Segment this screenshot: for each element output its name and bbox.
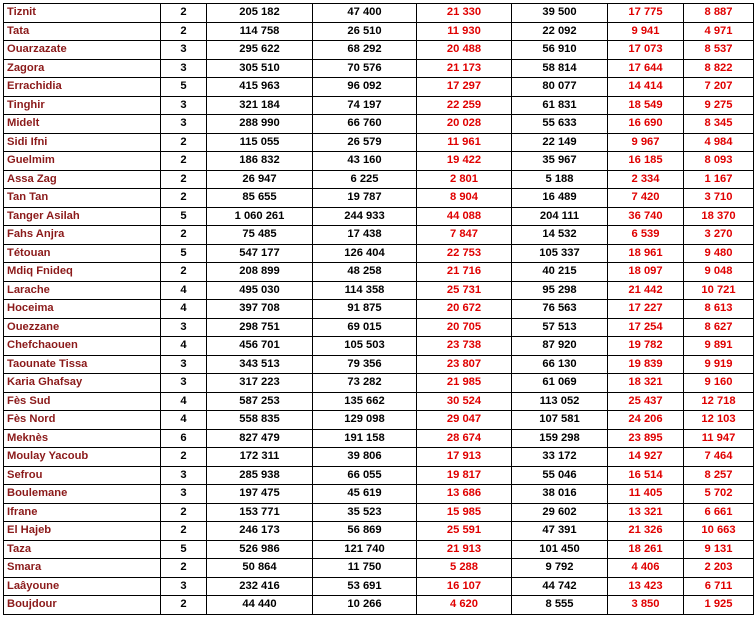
cell-threshold-c: 4 971 bbox=[684, 22, 754, 41]
cell-province-name: Meknès bbox=[4, 429, 161, 448]
cell-expressed: 8 555 bbox=[512, 596, 608, 615]
cell-threshold-c: 8 613 bbox=[684, 300, 754, 319]
cell-expressed: 29 602 bbox=[512, 503, 608, 522]
cell-threshold-c: 9 160 bbox=[684, 374, 754, 393]
cell-threshold-a: 25 591 bbox=[417, 522, 512, 541]
table-row bbox=[4, 152, 754, 171]
cell-threshold-a: 7 847 bbox=[417, 226, 512, 245]
cell-seats: 3 bbox=[161, 96, 207, 115]
cell-seats: 2 bbox=[161, 189, 207, 208]
cell-threshold-c: 4 984 bbox=[684, 133, 754, 152]
cell-population: 587 253 bbox=[207, 392, 313, 411]
cell-expressed: 55 046 bbox=[512, 466, 608, 485]
cell-voters: 114 358 bbox=[313, 281, 417, 300]
cell-seats: 5 bbox=[161, 207, 207, 226]
cell-threshold-a: 20 672 bbox=[417, 300, 512, 319]
cell-threshold-c: 9 275 bbox=[684, 96, 754, 115]
cell-threshold-c: 7 464 bbox=[684, 448, 754, 467]
cell-province-name: Fès Nord bbox=[4, 411, 161, 430]
cell-population: 205 182 bbox=[207, 4, 313, 23]
cell-threshold-b: 17 644 bbox=[608, 59, 684, 78]
cell-expressed: 47 391 bbox=[512, 522, 608, 541]
cell-population: 44 440 bbox=[207, 596, 313, 615]
cell-seats: 4 bbox=[161, 337, 207, 356]
table-row bbox=[4, 411, 754, 430]
cell-threshold-a: 19 422 bbox=[417, 152, 512, 171]
cell-province-name: Hoceima bbox=[4, 300, 161, 319]
cell-seats: 5 bbox=[161, 244, 207, 263]
cell-threshold-a: 20 705 bbox=[417, 318, 512, 337]
table-row bbox=[4, 281, 754, 300]
data-table bbox=[3, 3, 754, 615]
table-row bbox=[4, 207, 754, 226]
cell-province-name: Chefchaouen bbox=[4, 337, 161, 356]
cell-expressed: 66 130 bbox=[512, 355, 608, 374]
cell-population: 288 990 bbox=[207, 115, 313, 134]
cell-seats: 3 bbox=[161, 466, 207, 485]
cell-threshold-b: 4 406 bbox=[608, 559, 684, 578]
cell-province-name: Taounate Tissa bbox=[4, 355, 161, 374]
cell-threshold-c: 12 103 bbox=[684, 411, 754, 430]
table-row bbox=[4, 522, 754, 541]
cell-threshold-b: 17 254 bbox=[608, 318, 684, 337]
cell-threshold-a: 4 620 bbox=[417, 596, 512, 615]
cell-threshold-b: 18 261 bbox=[608, 540, 684, 559]
cell-seats: 2 bbox=[161, 133, 207, 152]
cell-seats: 2 bbox=[161, 522, 207, 541]
cell-population: 1 060 261 bbox=[207, 207, 313, 226]
cell-threshold-b: 9 967 bbox=[608, 133, 684, 152]
cell-threshold-a: 17 913 bbox=[417, 448, 512, 467]
cell-province-name: Boulemane bbox=[4, 485, 161, 504]
cell-threshold-c: 7 207 bbox=[684, 78, 754, 97]
table-row bbox=[4, 300, 754, 319]
cell-threshold-a: 19 817 bbox=[417, 466, 512, 485]
cell-population: 26 947 bbox=[207, 170, 313, 189]
cell-expressed: 38 016 bbox=[512, 485, 608, 504]
cell-threshold-c: 1 167 bbox=[684, 170, 754, 189]
cell-voters: 66 760 bbox=[313, 115, 417, 134]
cell-threshold-b: 17 775 bbox=[608, 4, 684, 23]
table-row bbox=[4, 59, 754, 78]
cell-population: 305 510 bbox=[207, 59, 313, 78]
cell-voters: 6 225 bbox=[313, 170, 417, 189]
cell-threshold-b: 25 437 bbox=[608, 392, 684, 411]
table-row bbox=[4, 263, 754, 282]
cell-province-name: Zagora bbox=[4, 59, 161, 78]
table-row bbox=[4, 374, 754, 393]
cell-threshold-b: 16 514 bbox=[608, 466, 684, 485]
cell-seats: 6 bbox=[161, 429, 207, 448]
cell-voters: 96 092 bbox=[313, 78, 417, 97]
cell-threshold-b: 21 326 bbox=[608, 522, 684, 541]
cell-expressed: 39 500 bbox=[512, 4, 608, 23]
cell-threshold-b: 13 423 bbox=[608, 577, 684, 596]
cell-province-name: Tinghir bbox=[4, 96, 161, 115]
cell-seats: 2 bbox=[161, 503, 207, 522]
cell-threshold-a: 21 716 bbox=[417, 263, 512, 282]
cell-voters: 17 438 bbox=[313, 226, 417, 245]
cell-province-name: Errachidia bbox=[4, 78, 161, 97]
cell-province-name: Laâyoune bbox=[4, 577, 161, 596]
table-row bbox=[4, 559, 754, 578]
cell-population: 85 655 bbox=[207, 189, 313, 208]
cell-expressed: 40 215 bbox=[512, 263, 608, 282]
cell-expressed: 5 188 bbox=[512, 170, 608, 189]
table-row bbox=[4, 466, 754, 485]
cell-expressed: 44 742 bbox=[512, 577, 608, 596]
table-row bbox=[4, 337, 754, 356]
cell-threshold-a: 29 047 bbox=[417, 411, 512, 430]
table-row bbox=[4, 170, 754, 189]
table-row bbox=[4, 596, 754, 615]
cell-voters: 45 619 bbox=[313, 485, 417, 504]
cell-threshold-b: 18 549 bbox=[608, 96, 684, 115]
cell-threshold-b: 16 690 bbox=[608, 115, 684, 134]
cell-province-name: Fès Sud bbox=[4, 392, 161, 411]
cell-expressed: 14 532 bbox=[512, 226, 608, 245]
cell-expressed: 57 513 bbox=[512, 318, 608, 337]
cell-threshold-a: 22 753 bbox=[417, 244, 512, 263]
cell-threshold-b: 2 334 bbox=[608, 170, 684, 189]
cell-threshold-b: 24 206 bbox=[608, 411, 684, 430]
cell-province-name: Karia Ghafsay bbox=[4, 374, 161, 393]
cell-seats: 3 bbox=[161, 318, 207, 337]
cell-voters: 53 691 bbox=[313, 577, 417, 596]
cell-population: 343 513 bbox=[207, 355, 313, 374]
cell-expressed: 61 831 bbox=[512, 96, 608, 115]
cell-threshold-c: 2 203 bbox=[684, 559, 754, 578]
table-row bbox=[4, 78, 754, 97]
cell-threshold-a: 23 807 bbox=[417, 355, 512, 374]
cell-province-name: Guelmim bbox=[4, 152, 161, 171]
cell-threshold-b: 11 405 bbox=[608, 485, 684, 504]
cell-seats: 2 bbox=[161, 263, 207, 282]
table-row bbox=[4, 4, 754, 23]
cell-threshold-b: 18 321 bbox=[608, 374, 684, 393]
cell-population: 75 485 bbox=[207, 226, 313, 245]
cell-voters: 135 662 bbox=[313, 392, 417, 411]
cell-expressed: 16 489 bbox=[512, 189, 608, 208]
cell-threshold-c: 8 887 bbox=[684, 4, 754, 23]
cell-threshold-b: 6 539 bbox=[608, 226, 684, 245]
cell-population: 415 963 bbox=[207, 78, 313, 97]
cell-seats: 4 bbox=[161, 281, 207, 300]
table-row bbox=[4, 22, 754, 41]
cell-population: 526 986 bbox=[207, 540, 313, 559]
cell-province-name: Sefrou bbox=[4, 466, 161, 485]
cell-seats: 3 bbox=[161, 355, 207, 374]
cell-seats: 3 bbox=[161, 577, 207, 596]
table-row bbox=[4, 41, 754, 60]
cell-province-name: Ouarzazate bbox=[4, 41, 161, 60]
cell-population: 495 030 bbox=[207, 281, 313, 300]
cell-voters: 56 869 bbox=[313, 522, 417, 541]
cell-voters: 74 197 bbox=[313, 96, 417, 115]
cell-seats: 2 bbox=[161, 170, 207, 189]
cell-threshold-b: 3 850 bbox=[608, 596, 684, 615]
cell-voters: 26 510 bbox=[313, 22, 417, 41]
cell-threshold-b: 18 961 bbox=[608, 244, 684, 263]
table-row bbox=[4, 189, 754, 208]
cell-population: 197 475 bbox=[207, 485, 313, 504]
cell-voters: 91 875 bbox=[313, 300, 417, 319]
cell-threshold-b: 13 321 bbox=[608, 503, 684, 522]
table-row bbox=[4, 96, 754, 115]
cell-threshold-c: 9 131 bbox=[684, 540, 754, 559]
cell-threshold-a: 25 731 bbox=[417, 281, 512, 300]
cell-threshold-c: 18 370 bbox=[684, 207, 754, 226]
cell-voters: 129 098 bbox=[313, 411, 417, 430]
cell-population: 153 771 bbox=[207, 503, 313, 522]
cell-threshold-b: 36 740 bbox=[608, 207, 684, 226]
cell-seats: 4 bbox=[161, 411, 207, 430]
cell-seats: 5 bbox=[161, 78, 207, 97]
cell-seats: 2 bbox=[161, 226, 207, 245]
cell-threshold-a: 11 930 bbox=[417, 22, 512, 41]
cell-threshold-a: 5 288 bbox=[417, 559, 512, 578]
cell-expressed: 61 069 bbox=[512, 374, 608, 393]
cell-population: 246 173 bbox=[207, 522, 313, 541]
cell-expressed: 87 920 bbox=[512, 337, 608, 356]
cell-threshold-c: 9 480 bbox=[684, 244, 754, 263]
cell-threshold-c: 10 663 bbox=[684, 522, 754, 541]
cell-threshold-a: 11 961 bbox=[417, 133, 512, 152]
cell-province-name: Fahs Anjra bbox=[4, 226, 161, 245]
cell-province-name: Tiznit bbox=[4, 4, 161, 23]
cell-seats: 3 bbox=[161, 41, 207, 60]
table-row bbox=[4, 485, 754, 504]
cell-threshold-c: 8 627 bbox=[684, 318, 754, 337]
cell-threshold-a: 21 173 bbox=[417, 59, 512, 78]
cell-threshold-a: 17 297 bbox=[417, 78, 512, 97]
cell-voters: 121 740 bbox=[313, 540, 417, 559]
cell-threshold-c: 11 947 bbox=[684, 429, 754, 448]
cell-threshold-b: 17 227 bbox=[608, 300, 684, 319]
cell-expressed: 204 111 bbox=[512, 207, 608, 226]
cell-population: 456 701 bbox=[207, 337, 313, 356]
cell-voters: 105 503 bbox=[313, 337, 417, 356]
cell-seats: 5 bbox=[161, 540, 207, 559]
cell-threshold-b: 14 414 bbox=[608, 78, 684, 97]
cell-threshold-c: 6 711 bbox=[684, 577, 754, 596]
cell-threshold-c: 9 048 bbox=[684, 263, 754, 282]
cell-threshold-c: 8 537 bbox=[684, 41, 754, 60]
table-row bbox=[4, 392, 754, 411]
cell-expressed: 105 337 bbox=[512, 244, 608, 263]
cell-population: 547 177 bbox=[207, 244, 313, 263]
cell-threshold-a: 20 488 bbox=[417, 41, 512, 60]
cell-province-name: Boujdour bbox=[4, 596, 161, 615]
cell-voters: 73 282 bbox=[313, 374, 417, 393]
cell-threshold-a: 22 259 bbox=[417, 96, 512, 115]
cell-expressed: 95 298 bbox=[512, 281, 608, 300]
cell-threshold-c: 8 822 bbox=[684, 59, 754, 78]
cell-threshold-a: 23 738 bbox=[417, 337, 512, 356]
cell-seats: 3 bbox=[161, 374, 207, 393]
cell-threshold-b: 16 185 bbox=[608, 152, 684, 171]
cell-threshold-c: 8 257 bbox=[684, 466, 754, 485]
cell-voters: 70 576 bbox=[313, 59, 417, 78]
cell-threshold-a: 20 028 bbox=[417, 115, 512, 134]
cell-province-name: Tétouan bbox=[4, 244, 161, 263]
cell-population: 558 835 bbox=[207, 411, 313, 430]
cell-province-name: Mdiq Fnideq bbox=[4, 263, 161, 282]
cell-population: 50 864 bbox=[207, 559, 313, 578]
cell-expressed: 101 450 bbox=[512, 540, 608, 559]
cell-population: 321 184 bbox=[207, 96, 313, 115]
table-row bbox=[4, 244, 754, 263]
cell-province-name: Larache bbox=[4, 281, 161, 300]
cell-seats: 4 bbox=[161, 392, 207, 411]
cell-population: 827 479 bbox=[207, 429, 313, 448]
cell-seats: 2 bbox=[161, 152, 207, 171]
cell-threshold-c: 9 919 bbox=[684, 355, 754, 374]
cell-threshold-c: 8 093 bbox=[684, 152, 754, 171]
cell-threshold-c: 9 891 bbox=[684, 337, 754, 356]
cell-population: 186 832 bbox=[207, 152, 313, 171]
cell-province-name: Moulay Yacoub bbox=[4, 448, 161, 467]
cell-population: 295 622 bbox=[207, 41, 313, 60]
cell-voters: 191 158 bbox=[313, 429, 417, 448]
cell-threshold-c: 5 702 bbox=[684, 485, 754, 504]
cell-expressed: 76 563 bbox=[512, 300, 608, 319]
table-row bbox=[4, 133, 754, 152]
table-body bbox=[4, 4, 754, 615]
cell-voters: 26 579 bbox=[313, 133, 417, 152]
cell-voters: 126 404 bbox=[313, 244, 417, 263]
cell-voters: 244 933 bbox=[313, 207, 417, 226]
cell-expressed: 159 298 bbox=[512, 429, 608, 448]
cell-threshold-a: 2 801 bbox=[417, 170, 512, 189]
cell-voters: 68 292 bbox=[313, 41, 417, 60]
cell-population: 397 708 bbox=[207, 300, 313, 319]
cell-threshold-c: 10 721 bbox=[684, 281, 754, 300]
cell-expressed: 107 581 bbox=[512, 411, 608, 430]
cell-province-name: Tanger Asilah bbox=[4, 207, 161, 226]
cell-province-name: Midelt bbox=[4, 115, 161, 134]
table-row bbox=[4, 318, 754, 337]
cell-seats: 2 bbox=[161, 4, 207, 23]
cell-threshold-b: 19 782 bbox=[608, 337, 684, 356]
cell-expressed: 33 172 bbox=[512, 448, 608, 467]
table-row bbox=[4, 577, 754, 596]
cell-population: 298 751 bbox=[207, 318, 313, 337]
table-row bbox=[4, 448, 754, 467]
cell-population: 317 223 bbox=[207, 374, 313, 393]
cell-threshold-c: 1 925 bbox=[684, 596, 754, 615]
cell-threshold-b: 9 941 bbox=[608, 22, 684, 41]
cell-population: 115 055 bbox=[207, 133, 313, 152]
cell-expressed: 80 077 bbox=[512, 78, 608, 97]
cell-threshold-a: 44 088 bbox=[417, 207, 512, 226]
cell-threshold-c: 3 270 bbox=[684, 226, 754, 245]
cell-threshold-a: 16 107 bbox=[417, 577, 512, 596]
cell-voters: 79 356 bbox=[313, 355, 417, 374]
cell-seats: 2 bbox=[161, 559, 207, 578]
cell-expressed: 9 792 bbox=[512, 559, 608, 578]
cell-population: 172 311 bbox=[207, 448, 313, 467]
table-row bbox=[4, 503, 754, 522]
cell-voters: 39 806 bbox=[313, 448, 417, 467]
cell-threshold-a: 30 524 bbox=[417, 392, 512, 411]
cell-seats: 3 bbox=[161, 115, 207, 134]
cell-seats: 2 bbox=[161, 22, 207, 41]
cell-expressed: 22 092 bbox=[512, 22, 608, 41]
cell-expressed: 55 633 bbox=[512, 115, 608, 134]
cell-population: 232 416 bbox=[207, 577, 313, 596]
cell-threshold-b: 14 927 bbox=[608, 448, 684, 467]
cell-seats: 4 bbox=[161, 300, 207, 319]
cell-threshold-a: 21 985 bbox=[417, 374, 512, 393]
cell-threshold-a: 15 985 bbox=[417, 503, 512, 522]
cell-province-name: Ouezzane bbox=[4, 318, 161, 337]
cell-voters: 43 160 bbox=[313, 152, 417, 171]
cell-seats: 2 bbox=[161, 448, 207, 467]
cell-province-name: Assa Zag bbox=[4, 170, 161, 189]
cell-threshold-a: 28 674 bbox=[417, 429, 512, 448]
cell-threshold-b: 21 442 bbox=[608, 281, 684, 300]
table-row bbox=[4, 115, 754, 134]
cell-threshold-c: 12 718 bbox=[684, 392, 754, 411]
cell-province-name: Smara bbox=[4, 559, 161, 578]
cell-threshold-b: 7 420 bbox=[608, 189, 684, 208]
cell-voters: 10 266 bbox=[313, 596, 417, 615]
cell-voters: 69 015 bbox=[313, 318, 417, 337]
cell-province-name: Tan Tan bbox=[4, 189, 161, 208]
cell-expressed: 56 910 bbox=[512, 41, 608, 60]
cell-seats: 3 bbox=[161, 485, 207, 504]
cell-voters: 35 523 bbox=[313, 503, 417, 522]
cell-expressed: 58 814 bbox=[512, 59, 608, 78]
cell-threshold-b: 19 839 bbox=[608, 355, 684, 374]
table-row bbox=[4, 226, 754, 245]
cell-seats: 2 bbox=[161, 596, 207, 615]
cell-expressed: 22 149 bbox=[512, 133, 608, 152]
cell-population: 114 758 bbox=[207, 22, 313, 41]
table-row bbox=[4, 355, 754, 374]
cell-province-name: Taza bbox=[4, 540, 161, 559]
cell-threshold-a: 13 686 bbox=[417, 485, 512, 504]
cell-voters: 11 750 bbox=[313, 559, 417, 578]
table-row bbox=[4, 540, 754, 559]
cell-threshold-b: 18 097 bbox=[608, 263, 684, 282]
cell-voters: 47 400 bbox=[313, 4, 417, 23]
cell-population: 208 899 bbox=[207, 263, 313, 282]
cell-expressed: 113 052 bbox=[512, 392, 608, 411]
cell-province-name: Ifrane bbox=[4, 503, 161, 522]
cell-seats: 3 bbox=[161, 59, 207, 78]
cell-threshold-c: 6 661 bbox=[684, 503, 754, 522]
cell-province-name: Tata bbox=[4, 22, 161, 41]
cell-threshold-a: 8 904 bbox=[417, 189, 512, 208]
cell-threshold-c: 3 710 bbox=[684, 189, 754, 208]
cell-expressed: 35 967 bbox=[512, 152, 608, 171]
cell-threshold-b: 17 073 bbox=[608, 41, 684, 60]
cell-province-name: Sidi Ifni bbox=[4, 133, 161, 152]
cell-population: 285 938 bbox=[207, 466, 313, 485]
cell-threshold-a: 21 330 bbox=[417, 4, 512, 23]
cell-voters: 48 258 bbox=[313, 263, 417, 282]
cell-voters: 66 055 bbox=[313, 466, 417, 485]
cell-province-name: El Hajeb bbox=[4, 522, 161, 541]
cell-threshold-c: 8 345 bbox=[684, 115, 754, 134]
cell-threshold-b: 23 895 bbox=[608, 429, 684, 448]
table-row bbox=[4, 429, 754, 448]
cell-voters: 19 787 bbox=[313, 189, 417, 208]
cell-threshold-a: 21 913 bbox=[417, 540, 512, 559]
